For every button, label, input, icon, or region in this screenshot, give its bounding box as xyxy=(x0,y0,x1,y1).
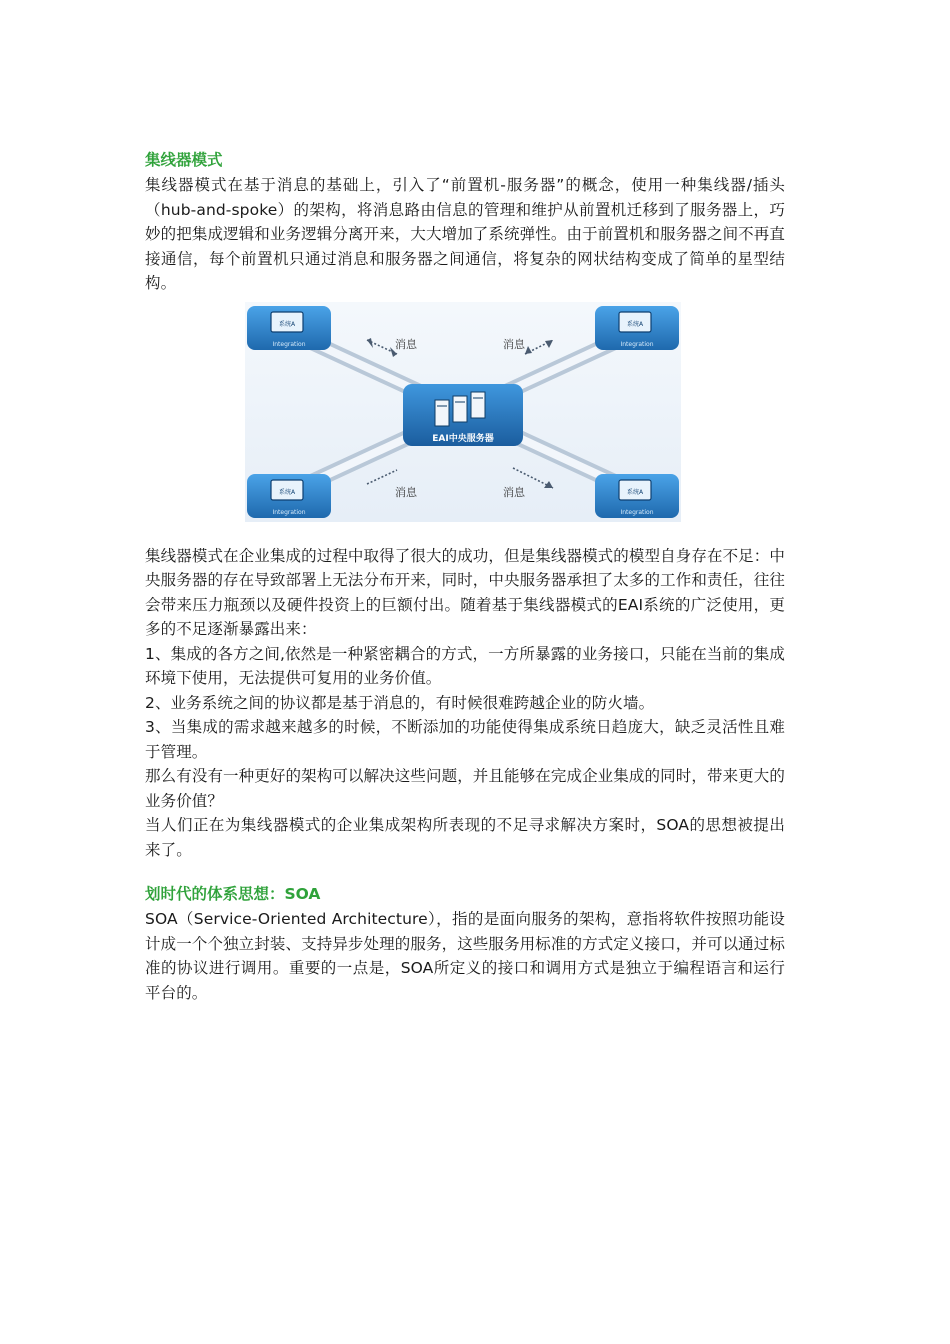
paragraph-soa-intro: 当人们正在为集线器模式的企业集成架构所表现的不足寻求解决方案时，SOA的思想被提出来了。 xyxy=(145,816,785,859)
node-label-tr: Integration xyxy=(620,340,654,348)
paragraph-issue-1: 1、集成的各方之间,依然是一种紧密耦合的方式，一方所暴露的业务接口，只能在当前的集成环境下使用，无法提供可复用的业务价值。 xyxy=(145,644,785,687)
message-label-bottom-right: 消息 xyxy=(503,485,525,499)
node-badge-bl: 系统A xyxy=(278,488,296,496)
node-bottom-right xyxy=(595,474,679,518)
hub-and-spoke-diagram xyxy=(245,302,681,522)
paragraph-issue-3: 3、当集成的需求越来越多的时候，不断添加的功能使得集成系统日趋庞大，缺乏灵活性且难于管理。 xyxy=(145,718,785,761)
paragraph-soa-definition: SOA（Service-Oriented Architecture），指的是面向服务的架构，意指将软件按照功能设计成一个个独立封装、支持异步处理的服务，这些服务用标准的方式定义接口，并可以通过标准的协议进行调用。重要的一点是，SOA所定义的接口和调用方式是独立于编程语言和运行平台的。 xyxy=(145,910,785,1002)
node-top-right xyxy=(595,306,679,350)
node-top-left xyxy=(247,306,331,350)
node-badge-tr: 系统A xyxy=(626,320,644,328)
node-label-tl: Integration xyxy=(272,340,306,348)
message-label-bottom-left: 消息 xyxy=(395,485,417,499)
paragraph-issue-2: 2、业务系统之间的协议都是基于消息的，有时候很难跨越企业的防火墙。 xyxy=(145,693,655,712)
node-label-br: Integration xyxy=(620,508,654,516)
message-label-top-right: 消息 xyxy=(503,337,525,351)
node-badge-br: 系统A xyxy=(626,488,644,496)
central-server-node xyxy=(403,384,523,446)
node-badge-tl: 系统A xyxy=(278,320,296,328)
node-label-bl: Integration xyxy=(272,508,306,516)
node-bottom-left xyxy=(247,474,331,518)
central-server-label: EAI中央服务器 xyxy=(432,433,494,444)
spacer xyxy=(145,522,785,544)
section-heading-hub: 集线器模式 xyxy=(145,151,223,169)
document-page xyxy=(145,148,785,1005)
paragraph-question: 那么有没有一种更好的架构可以解决这些问题，并且能够在完成企业集成的同时，带来更大的业务价值？ xyxy=(145,767,785,810)
section-heading-soa: 划时代的体系思想：SOA xyxy=(145,885,321,903)
message-label-top-left: 消息 xyxy=(395,337,417,351)
paragraph-hub-drawbacks: 集线器模式在企业集成的过程中取得了很大的成功，但是集线器模式的模型自身存在不足：中央服务器的存在导致部署上无法分布开来，同时，中央服务器承担了太多的工作和责任，往往会带来压力瓶颈以及硬件投资上的巨额付出。随着基于集线器模式的EAI系统的广泛使用，更多的不足逐渐暴露出来： xyxy=(145,546,785,638)
diagram-svg xyxy=(245,302,681,522)
paragraph-hub-intro: 集线器模式在基于消息的基础上，引入了“前置机-服务器”的概念，使用一种集线器/插头（hub-and-spoke）的架构，将消息路由信息的管理和维护从前置机迁移到了服务器上，巧妙的把集成逻辑和业务逻辑分离开来，大大增加了系统弹性。由于前置机和服务器之间不再直接通信，每个前置机只通过消息和服务器之间通信，将复杂的网状结构变成了简单的星型结构。 xyxy=(145,176,785,292)
spacer xyxy=(145,862,785,882)
